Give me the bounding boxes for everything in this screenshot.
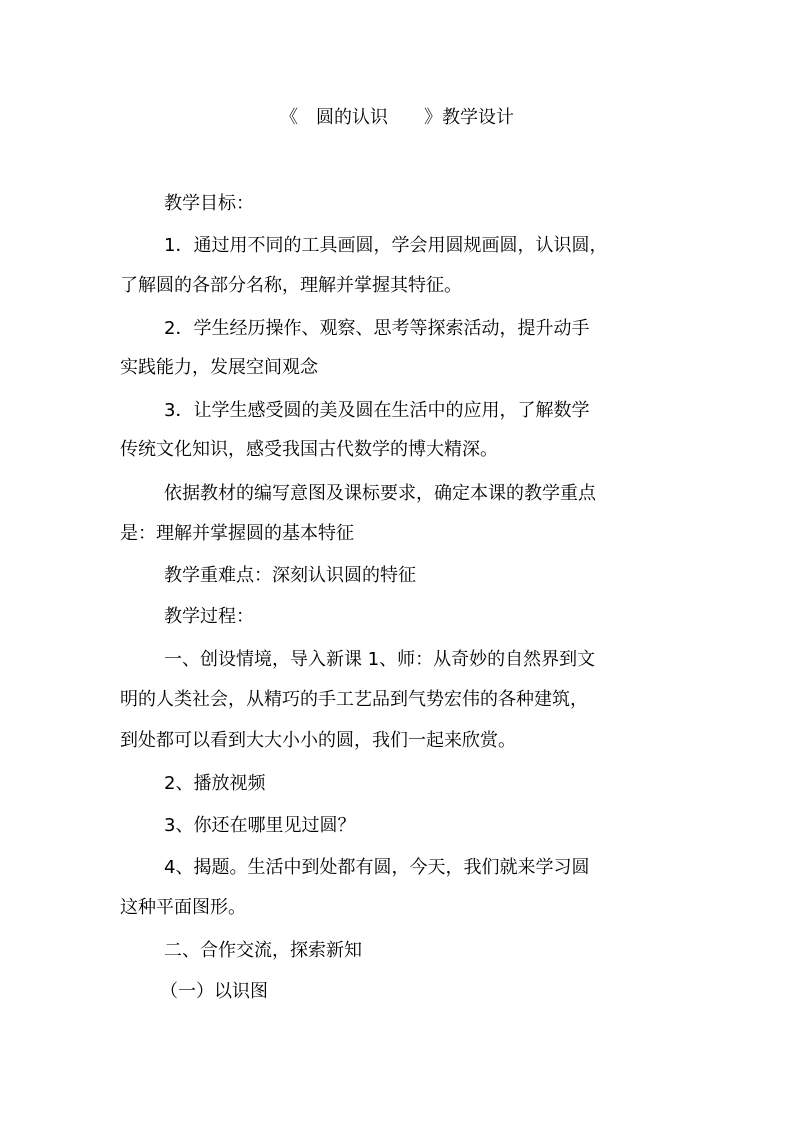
step-3-line: 3、你还在哪里见过圆？ bbox=[164, 815, 356, 836]
difficulty-line: 教学重难点：深刻认识圆的特征 bbox=[164, 565, 416, 586]
focus-paragraph-line-2: 是：理解并掌握圆的基本特征 bbox=[120, 523, 354, 544]
subsection-1-heading: （一）以识图 bbox=[160, 981, 268, 1002]
step-4-line-2: 这种平面图形。 bbox=[120, 897, 246, 918]
objective-3-line-1: 3．让学生感受圆的美及圆在生活中的应用，了解数学 bbox=[164, 400, 590, 421]
objective-2-line-2: 实践能力，发展空间观念 bbox=[120, 357, 318, 378]
step-2-line: 2、播放视频 bbox=[164, 773, 266, 794]
process-heading: 教学过程： bbox=[164, 606, 254, 627]
step-4-line-1: 4、揭题。生活中到处都有圆，今天，我们就来学习圆 bbox=[164, 857, 590, 878]
objective-3-line-2: 传统文化知识，感受我国古代数学的博大精深。 bbox=[120, 439, 498, 460]
section-2-heading: 二、合作交流，探索新知 bbox=[164, 940, 362, 961]
objectives-heading: 教学目标： bbox=[164, 193, 254, 214]
objective-1-line-2: 了解圆的各部分名称，理解并掌握其特征。 bbox=[120, 275, 462, 296]
section-1-line-3: 到处都可以看到大大小小的圆，我们一起来欣赏。 bbox=[120, 730, 516, 751]
objective-1-line-1: 1．通过用不同的工具画圆，学会用圆规画圆，认识圆， bbox=[164, 235, 608, 256]
section-1-line-1: 一、创设情境，导入新课 1、师：从奇妙的自然界到文 bbox=[164, 649, 596, 670]
focus-paragraph-line-1: 依据教材的编写意图及课标要求，确定本课的教学重点 bbox=[164, 483, 596, 504]
document-title: 《 圆的认识 》教学设计 bbox=[280, 107, 514, 128]
section-1-line-2: 明的人类社会，从精巧的手工艺品到气势宏伟的各种建筑， bbox=[120, 689, 588, 710]
objective-2-line-1: 2．学生经历操作、观察、思考等探索活动，提升动手 bbox=[164, 318, 590, 339]
